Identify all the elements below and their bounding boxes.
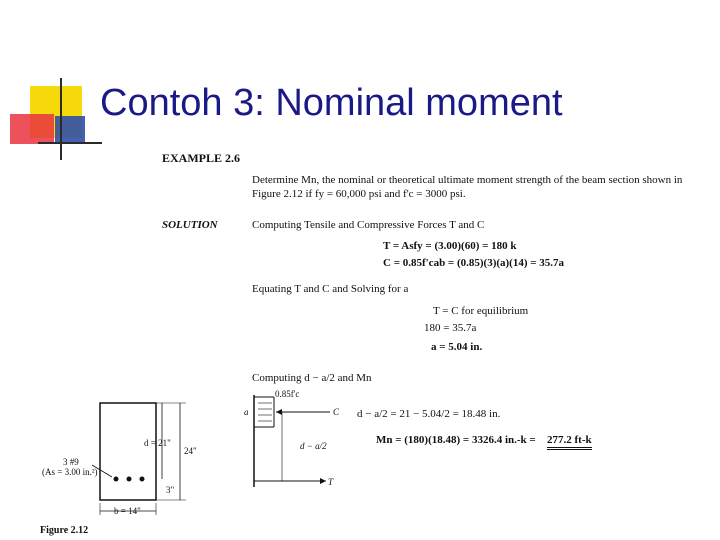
step2-heading: Equating T and C and Solving for a [252,283,409,295]
equation-lever-arm: d − a/2 = 21 − 5.04/2 = 18.48 in. [357,408,501,420]
slide-title: Contoh 3: Nominal moment [100,82,563,124]
stress-block-diagram [240,385,350,495]
h-label: 24" [184,446,197,456]
stress-label: 0.85f'c [275,389,300,399]
beam-outline [100,403,156,500]
equation-tension: T = Asfy = (3.00)(60) = 180 k [383,240,517,252]
b-label: b = 14" [114,506,141,516]
solution-label: SOLUTION [162,219,218,231]
T-label: T [328,477,334,487]
figure-caption: Figure 2.12 [40,525,89,536]
step1-heading: Computing Tensile and Compressive Forces T and C [252,219,485,231]
d-label: d = 21" [144,438,171,448]
problem-line-1: Determine Mn, the nominal or theoretical ultimate moment strength of the beam section shown in [252,174,683,186]
problem-line-2: Figure 2.12 if fy = 60,000 psi and f'c = 3000 psi. [252,188,466,200]
rebar-3 [140,477,145,482]
equation-equilibrium: T = C for equilibrium [433,305,529,317]
equation-nominal-moment: Mn = (180)(18.48) = 3326.4 in.-k = [376,434,536,446]
example-heading: EXAMPLE 2.6 [162,151,240,165]
rebar-2 [127,477,132,482]
equation-compression: C = 0.85f'cab = (0.85)(3)(a)(14) = 35.7a [383,257,565,269]
bars-label: 3 #9 [63,457,79,467]
equation-a: a = 5.04 in. [431,341,483,353]
tension-arrowhead [320,478,326,484]
C-label: C [333,407,340,417]
rebar-1 [114,477,119,482]
cover-label: 3" [166,485,175,495]
step3-heading: Computing d − a/2 and Mn [252,372,372,384]
decorative-horizontal-line [38,142,102,144]
lever-arm-label: d − a/2 [300,441,327,451]
result-value: 277.2 ft-k [547,434,592,450]
a-label: a [244,407,249,417]
area-label: (As = 3.00 in.²) [42,467,98,477]
decorative-vertical-line [60,78,62,160]
equation-180: 180 = 35.7a [424,322,477,334]
decorative-red-square [10,114,54,144]
compression-arrowhead [276,409,282,415]
